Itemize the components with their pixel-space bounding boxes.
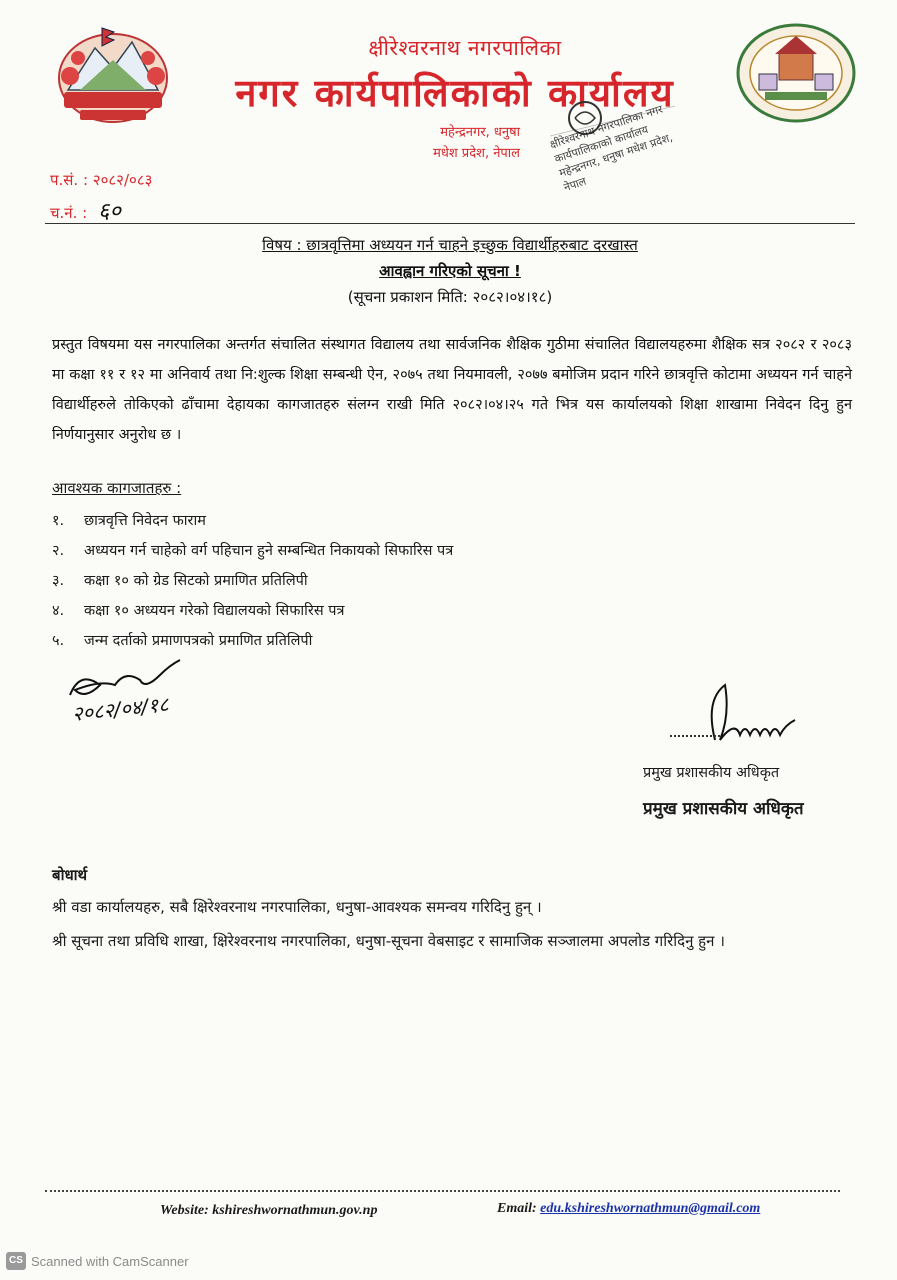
dispatch-number-label: च.नं. : <box>50 204 88 222</box>
officer-title: प्रमुख प्रशासकीय अधिकृत <box>643 765 780 781</box>
dispatch-number <box>50 195 121 225</box>
notice-paragraph: प्रस्तुत विषयमा यस नगरपालिका अन्तर्गत संचालित संस्थागत विद्यालय तथा सार्वजनिक शैक्षिक गुठीमा संचालित विद्यालयहरुमा शैक्षिक सत्र २०८२ र २०८३ मा कक्षा ११ र १२ मा अनिवार्य तथा नि:शुल्क शिक्षा सम्बन्धी ऐन, २०७५ तथा नियमावली, २०७७ बमोजिम प्रदान गरिने छात्रवृत्ति कोटामा अध्ययन गर्न चाहने विद्यार्थीहरुले तोकिएको ढाँचामा देहायका कागजातहरु संलग्न राखी मिति २०८२।०४।२५ गते भित्र यस कार्यालयको शिक्षा शाखामा निवेदन दिनु हुन निर्णयानुसार अनुरोध छ । <box>52 337 852 443</box>
office-stamp-text: क्षीरेश्वरनाथ नगरपालिका नगर कार्यपालिकाको कार्यालय महेन्द्रनगर, धनुषा मधेश प्रदेश, नेपाल <box>548 102 675 195</box>
list-item: ३. कक्षा १० को ग्रेड सिटको प्रमाणित प्रतिलिपी <box>52 573 308 589</box>
subject-line-1: विषय : छात्रवृत्तिमा अध्ययन गर्न चाहने इच्छुक विद्यार्थीहरुबाट दरखास्त <box>262 236 638 254</box>
cc-line-1: श्री वडा कार्यालयहरु, सबै क्षिरेश्वरनाथ नगरपालिका, धनुषा-आवश्यक समन्वय गरिदिनु हुन् । <box>52 898 542 916</box>
list-item: ४. कक्षा १० अध्ययन गरेको विद्यालयको सिफारिस पत्र <box>52 603 345 619</box>
footer-divider <box>45 1190 840 1192</box>
list-item: १. छात्रवृत्ति निवेदन फाराम <box>52 513 206 529</box>
camscanner-watermark <box>6 1252 189 1270</box>
list-item: ५. जन्म दर्ताको प्रमाणपत्रको प्रमाणित प्रतिलिपी <box>52 633 313 649</box>
municipality-logo <box>735 22 857 124</box>
municipality-name: क्षीरेश्वरनाथ नगरपालिका <box>368 36 562 60</box>
header-divider <box>45 223 855 224</box>
office-title: नगर कार्यपालिकाको कार्यालय <box>235 71 675 115</box>
address-line-1: महेन्द्रनगर, धनुषा <box>440 125 520 140</box>
dispatch-number-value: ६० <box>98 199 121 224</box>
subject-line-2: आवह्वान गरिएको सूचना ! <box>379 262 521 280</box>
publish-date: (सूचना प्रकाशन मिति: २०८२।०४।१८) <box>347 288 553 306</box>
requirements-list <box>52 507 453 657</box>
nepal-emblem-logo <box>50 20 176 130</box>
camscanner-text: Scanned with CamScanner <box>31 1253 189 1269</box>
cc-heading: बोधार्थ <box>52 866 88 884</box>
footer-email <box>497 1201 760 1217</box>
officer-signature <box>660 680 820 760</box>
email-link[interactable]: edu.kshireshwornathmun@gmail.com <box>540 1201 761 1216</box>
camscanner-icon: CS <box>6 1252 26 1270</box>
footer-website <box>160 1203 377 1219</box>
handwritten-date: २०८२/०४/१८ <box>71 692 170 726</box>
signature-line <box>670 735 720 737</box>
cc-line-2: श्री सूचना तथा प्रविधि शाखा, क्षिरेश्वरनाथ नगरपालिका, धनुषा-सूचना वेबसाइट र सामाजिक सञ्जालमा अपलोड गरिदिनु हुन । <box>52 932 725 950</box>
list-item: २. अध्ययन गर्न चाहेको वर्ग पहिचान हुने सम्बन्धित निकायको सिफारिस पत्र <box>52 543 454 559</box>
email-label: Email: <box>497 1201 537 1216</box>
requirements-heading: आवश्यक कागजातहरु : <box>52 479 182 497</box>
address-line-2: मधेश प्रदेश, नेपाल <box>433 146 520 161</box>
website-label: Website: <box>160 1203 209 1218</box>
officer-title-stamp: प्रमुख प्रशासकीय अधिकृत <box>643 799 804 819</box>
website-value: kshireshwornathmun.gov.np <box>212 1203 378 1218</box>
subject-block <box>60 232 840 310</box>
reference-number: प.सं. : २०८२/०८३ <box>50 171 153 189</box>
